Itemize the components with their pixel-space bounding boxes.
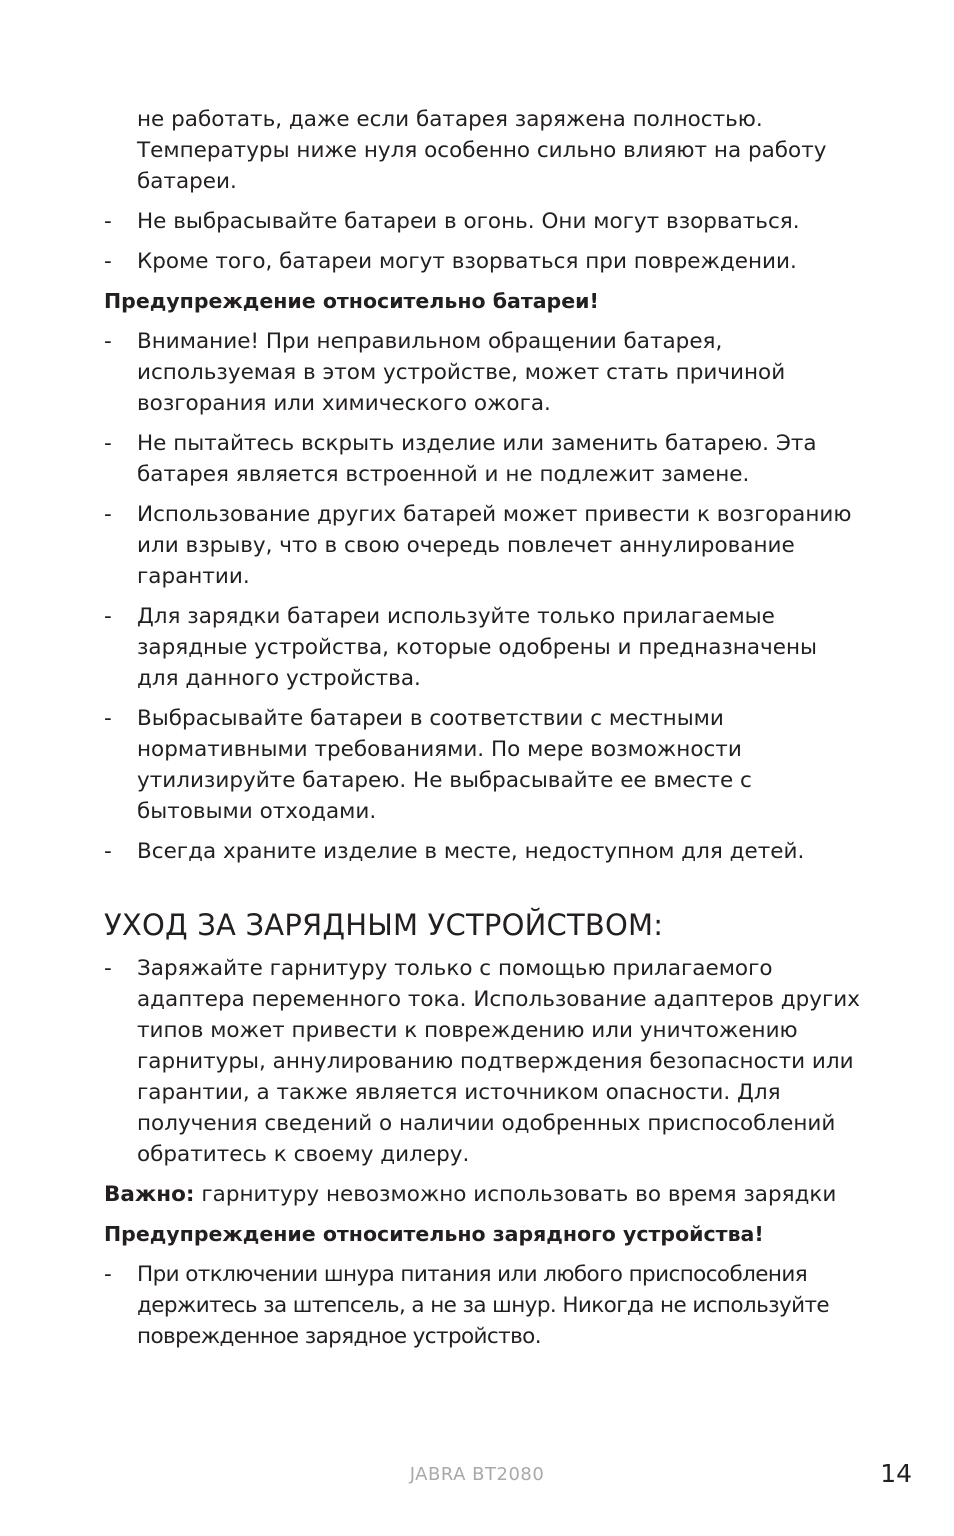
list-item [104, 601, 864, 694]
bullet-dash: - [104, 502, 112, 527]
intro-continuation: не работать, даже если батарея заряжена полностью. Температуры ниже нуля особенно сильно влияют на работу батареи. [137, 107, 827, 194]
footer-brand: JABRA BT2080 [409, 1464, 545, 1485]
bullet-dash: - [104, 1262, 112, 1287]
list-item [104, 246, 864, 277]
list-item [104, 703, 864, 827]
list-item-text: Кроме того, батареи могут взорваться при повреждении. [137, 249, 797, 274]
bullet-dash: - [104, 209, 112, 234]
list-item-text: Не выбрасывайте батареи в огонь. Они могут взорваться. [137, 209, 800, 234]
bullet-dash: - [104, 839, 112, 864]
list-item-text: Всегда храните изделие в месте, недоступном для детей. [137, 839, 805, 864]
important-label: Важно: [104, 1182, 195, 1207]
list-item [104, 104, 864, 197]
list-item [104, 1259, 864, 1352]
battery-warning-heading: Предупреждение относительно батареи! [104, 289, 599, 313]
bullet-dash: - [104, 249, 112, 274]
list-item [104, 206, 864, 237]
list-item-text: Использование других батарей может привести к возгоранию или взрыву, что в свою очередь повлечет аннулирование гарантии. [137, 502, 852, 589]
list-item [104, 836, 864, 867]
important-text: гарнитуру невозможно использовать во время зарядки [194, 1182, 837, 1207]
list-item-text: Для зарядки батареи используйте только прилагаемые зарядные устройства, которые одобрены и предназначены для данного устройства. [137, 604, 817, 691]
page-content [104, 104, 864, 1361]
list-item-text: При отключении шнура питания или любого приспособления держитесь за штепсель, а не за шнур. Никогда не используйте поврежденное зарядное устройство. [137, 1262, 830, 1349]
list-item [104, 499, 864, 592]
bullet-dash: - [104, 956, 112, 981]
list-item [104, 953, 864, 1170]
charger-warning-heading: Предупреждение относительно зарядного устройства! [104, 1222, 764, 1246]
list-item-text: Не пытайтесь вскрыть изделие или заменить батарею. Эта батарея является встроенной и не подлежит замене. [137, 431, 817, 487]
page-number: 14 [880, 1459, 912, 1488]
important-note [104, 1179, 864, 1210]
list-item-text: Заряжайте гарнитуру только с помощью прилагаемого адаптера переменного тока. Использование адаптеров других типов может привести к повреждению или уничтожению гарнитуры, аннулированию подтверждения безопасности или гарантии, а также является источником опасности. Для получения сведений о наличии одобренных приспособлений обратитесь к своему дилеру. [137, 956, 860, 1167]
bullet-dash: - [104, 431, 112, 456]
bullet-dash: - [104, 329, 112, 354]
list-item-text: Внимание! При неправильном обращении батарея, используемая в этом устройстве, может стать причиной возгорания или химического ожога. [137, 329, 786, 416]
charger-section-title: УХОД ЗА ЗАРЯДНЫМ УСТРОЙСТВОМ: [104, 908, 664, 942]
list-item-text: Выбрасывайте батареи в соответствии с местными нормативными требованиями. По мере возможности утилизируйте батарею. Не выбрасывайте ее вместе с бытовыми отходами. [137, 706, 752, 824]
list-item [104, 428, 864, 490]
bullet-dash: - [104, 604, 112, 629]
list-item [104, 326, 864, 419]
bullet-dash: - [104, 706, 112, 731]
